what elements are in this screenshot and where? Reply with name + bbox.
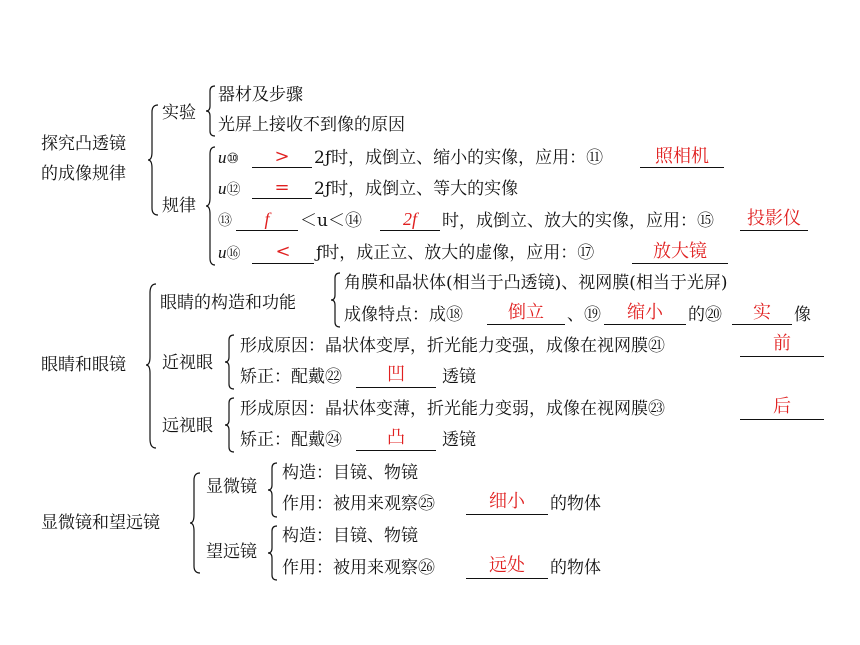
experiment-brace xyxy=(206,85,216,137)
lens-main-brace xyxy=(148,104,160,216)
blank-19 xyxy=(604,324,686,325)
myopia-cause-blank xyxy=(740,356,824,357)
rule1-blank xyxy=(252,167,312,168)
rule3-num: ⑬ xyxy=(218,213,232,229)
hyperopia-fix-blank xyxy=(356,450,436,451)
rule4-answer: < xyxy=(275,241,291,262)
answer-20: 实 xyxy=(753,302,771,323)
experiment-item-1: 器材及步骤 xyxy=(218,85,303,105)
myopia-brace xyxy=(225,334,235,390)
myopia-fix-tail: 透镜 xyxy=(442,367,476,387)
microscope-label: 显微镜 xyxy=(206,477,257,497)
eye-structure-line2c: 的⑳ xyxy=(688,305,722,325)
rule3-blank2 xyxy=(380,230,440,231)
rule3-text: 时，成倒立、放大的实像，应用：⑮ xyxy=(442,211,714,231)
telescope-label: 望远镜 xyxy=(206,542,257,562)
rule4-app-answer: 放大镜 xyxy=(653,241,707,262)
answer-19: 缩小 xyxy=(627,302,663,323)
rule3-answer2: 2f xyxy=(402,209,417,229)
microscope-use-answer: 细小 xyxy=(489,491,525,512)
microscope-use-tail: 的物体 xyxy=(550,494,601,514)
rule4-app-blank xyxy=(632,263,728,264)
rule3-mid: ＜u＜⑭ xyxy=(300,211,362,231)
hyperopia-cause-blank xyxy=(740,419,824,420)
eye-structure-line2a: 成像特点：成⑱ xyxy=(344,305,463,325)
telescope-structure: 构造：目镜、物镜 xyxy=(282,526,418,546)
microscope-brace xyxy=(268,462,278,518)
telescope-use-answer: 远处 xyxy=(489,555,525,576)
rule1-app-blank xyxy=(640,167,724,168)
eye-structure-line2b: 、⑲ xyxy=(567,305,601,325)
hyperopia-label: 远视眼 xyxy=(162,416,213,436)
rule2-text: 2ƒ时，成倒立、等大的实像 xyxy=(314,179,519,199)
telescope-brace xyxy=(268,525,278,581)
hyperopia-cause: 形成原因：晶状体变薄，折光能力变弱，成像在视网膜㉓ xyxy=(240,399,665,419)
hyperopia-brace xyxy=(225,397,235,453)
rule2-var: u⑫ xyxy=(218,179,241,198)
answer-18: 倒立 xyxy=(508,302,544,323)
lens-title-line2: 的成像规律 xyxy=(41,164,126,184)
eye-structure-brace xyxy=(331,272,341,328)
microscope-structure: 构造：目镜、物镜 xyxy=(282,463,418,483)
microscope-use-blank xyxy=(466,514,548,515)
rule3-app-blank xyxy=(740,230,808,231)
scopes-main-brace xyxy=(190,472,202,574)
eye-title: 眼睛和眼镜 xyxy=(41,355,126,375)
myopia-cause: 形成原因：晶状体变厚，折光能力变强，成像在视网膜㉑ xyxy=(240,336,665,356)
rule4-var: u⑯ xyxy=(218,243,241,262)
rule1-app-answer: 照相机 xyxy=(655,146,709,167)
lens-title-line1: 探究凸透镜 xyxy=(41,134,126,154)
experiment-item-2: 光屏上接收不到像的原因 xyxy=(218,115,405,135)
rule3-blank1 xyxy=(236,230,298,231)
eye-structure-line1: 角膜和晶状体(相当于凸透镜)、视网膜(相当于光屏) xyxy=(344,273,728,293)
rules-brace xyxy=(206,146,216,266)
telescope-use: 作用：被用来观察㉖ xyxy=(282,558,435,578)
eye-structure-label: 眼睛的构造和功能 xyxy=(160,293,296,313)
rule3-answer1: f xyxy=(264,209,270,229)
hyperopia-cause-answer: 后 xyxy=(773,396,791,417)
rule2-answer: = xyxy=(274,177,290,198)
rule4-text: ƒ时，成正立、放大的虚像，应用：⑰ xyxy=(316,243,595,263)
rule2-blank xyxy=(252,198,312,199)
rule3-app-answer: 投影仪 xyxy=(747,208,801,229)
eye-main-brace xyxy=(146,283,158,449)
rule1-var: u⑩ xyxy=(218,148,240,167)
blank-18 xyxy=(487,324,565,325)
microscope-use: 作用：被用来观察㉕ xyxy=(282,494,435,514)
hyperopia-fix-tail: 透镜 xyxy=(442,430,476,450)
telescope-use-blank xyxy=(466,578,548,579)
blank-20 xyxy=(732,324,792,325)
rule1-answer: > xyxy=(274,146,290,167)
myopia-fix-answer: 凹 xyxy=(387,364,405,385)
myopia-fix-blank xyxy=(356,387,436,388)
experiment-label: 实验 xyxy=(162,103,196,123)
myopia-cause-answer: 前 xyxy=(773,333,791,354)
scopes-title: 显微镜和望远镜 xyxy=(41,513,160,533)
myopia-fix: 矫正：配戴㉒ xyxy=(240,367,342,387)
telescope-use-tail: 的物体 xyxy=(550,558,601,578)
rules-label: 规律 xyxy=(162,196,196,216)
hyperopia-fix: 矫正：配戴㉔ xyxy=(240,430,342,450)
eye-structure-line2d: 像 xyxy=(794,305,811,325)
myopia-label: 近视眼 xyxy=(162,353,213,373)
hyperopia-fix-answer: 凸 xyxy=(387,427,405,448)
rule1-text: 2ƒ时，成倒立、缩小的实像，应用：⑪ xyxy=(314,148,604,168)
rule4-blank xyxy=(252,263,314,264)
